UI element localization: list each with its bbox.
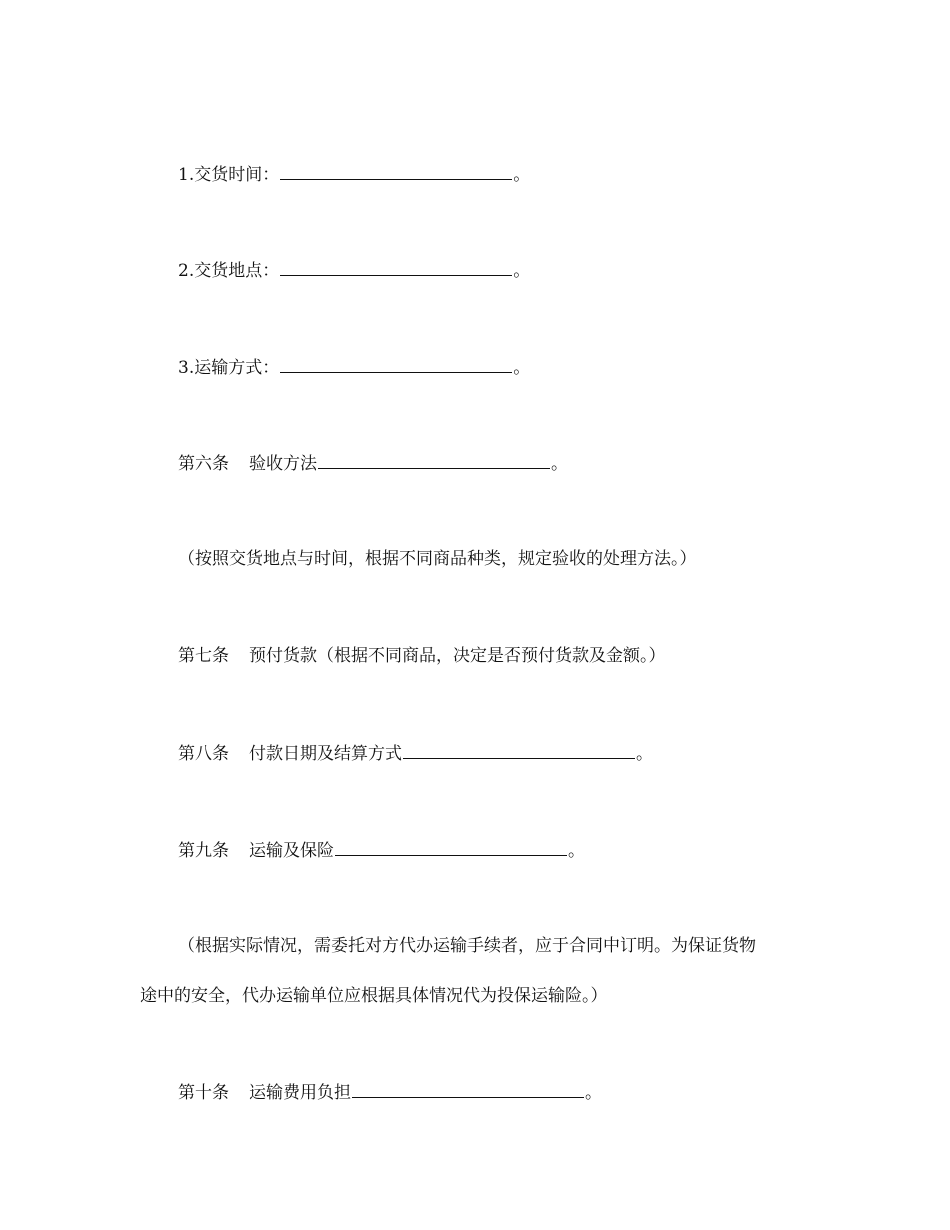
- fill-blank[interactable]: [280, 259, 512, 276]
- item-transport-mode: 3.运输方式： 。: [178, 358, 531, 378]
- fill-blank[interactable]: [318, 452, 550, 469]
- item-delivery-time: 1.交货时间： 。: [178, 165, 531, 185]
- item-label: 2.交货地点：: [178, 261, 280, 281]
- article-9-note-line2: 途中的安全，代办运输单位应根据具体情况代为投保运输险。）: [140, 986, 608, 1006]
- fill-blank[interactable]: [403, 742, 635, 759]
- article-10: 第十条 运输费用负担 。: [178, 1083, 602, 1103]
- article-8: 第八条 付款日期及结算方式 。: [178, 744, 653, 764]
- fill-blank[interactable]: [280, 356, 512, 373]
- article-title: 付款日期及结算方式: [249, 744, 402, 764]
- fill-blank[interactable]: [335, 839, 567, 856]
- item-label: 1.交货时间：: [178, 165, 280, 185]
- article-9: 第九条 运输及保险 。: [178, 841, 585, 861]
- item-delivery-place: 2.交货地点： 。: [178, 261, 531, 281]
- article-title: 验收方法: [249, 454, 317, 474]
- fill-blank[interactable]: [352, 1081, 584, 1098]
- article-number: 第十条: [178, 1083, 229, 1103]
- article-9-note-line1: （根据实际情况，需委托对方代办运输手续者，应于合同中订明。为保证货物: [178, 936, 756, 956]
- article-title: 预付货款（根据不同商品，决定是否预付货款及金额。）: [249, 646, 666, 666]
- fill-blank[interactable]: [280, 163, 512, 180]
- article-7: [178, 645, 666, 667]
- article-6-note: （按照交货地点与时间，根据不同商品种类，规定验收的处理方法。）: [178, 549, 697, 569]
- article-6: 第六条 验收方法 。: [178, 454, 568, 474]
- article-title: 运输及保险: [249, 841, 334, 861]
- article-title: 运输费用负担: [249, 1083, 351, 1103]
- item-label: 3.运输方式：: [178, 358, 280, 378]
- article-number: 第八条: [178, 744, 229, 764]
- article-number: 第六条: [178, 454, 229, 474]
- article-number: 第九条: [178, 841, 229, 861]
- article-number: 第七条: [178, 646, 229, 666]
